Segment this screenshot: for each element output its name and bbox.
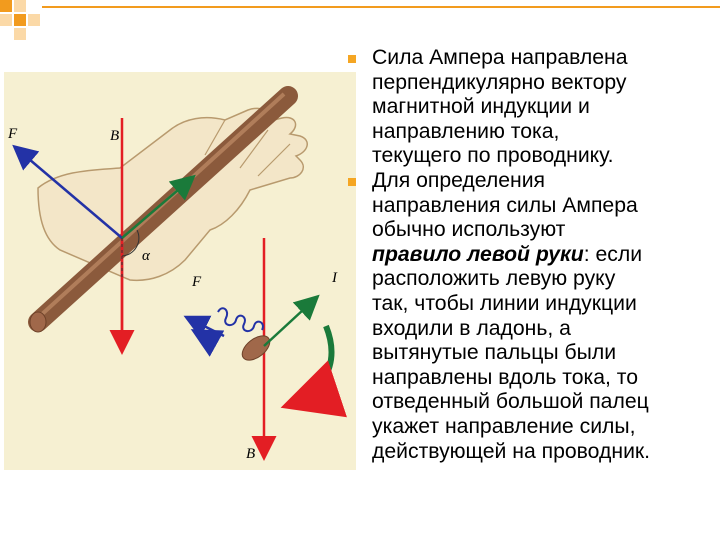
deco-square [14, 28, 26, 40]
left-hand-rule-term: правило левой руки [372, 242, 584, 266]
bullet-text-2 [372, 169, 718, 464]
deco-square [28, 14, 40, 26]
deco-square [14, 14, 26, 26]
bullet-item-2 [346, 169, 718, 464]
deco-square [14, 0, 26, 12]
deco-square [0, 0, 12, 12]
bullet-item-1 [346, 46, 718, 169]
bullet-square-icon [348, 55, 356, 63]
bullet-text-2-before: Для определения направления силы Ампера обычно используют [372, 168, 638, 242]
label-f-left: F [8, 126, 18, 142]
bullet-text-2-after: : если расположить левую руку так, чтобы линии индукции входили в ладонь, а вытянутые пальцы были направлены вдоль тока, то отведенный большой палец укажет направление силы, действующей на проводник. [372, 242, 651, 463]
label-b-bottom: B [246, 446, 256, 462]
label-f-mid: F [192, 274, 202, 290]
deco-square [0, 14, 12, 26]
label-i: I [332, 270, 337, 286]
left-hand-rule-figure [0, 60, 360, 480]
conductor-end [30, 312, 46, 332]
text-column [346, 46, 718, 464]
bullet-text-1: Сила Ампера направлена перпендикулярно вектору магнитной индукции и направлению тока, текущего по проводнику. [372, 46, 628, 168]
label-b-top: B [110, 128, 120, 144]
label-alpha: α [142, 248, 150, 264]
bullet-square-icon [348, 178, 356, 186]
